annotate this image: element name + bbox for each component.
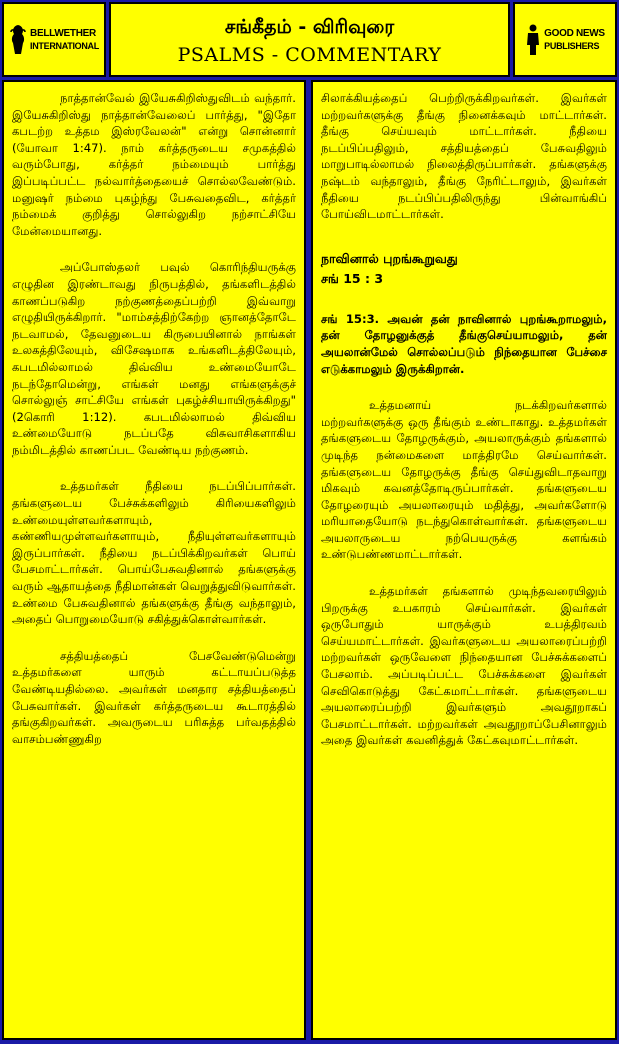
logo-left-line1: BELLWETHER — [30, 27, 96, 39]
page-header — [2, 2, 617, 77]
scripture-reference: சங் 15 : 3 — [321, 270, 384, 286]
bellwether-logo — [2, 2, 106, 77]
logo-right-line2: PUBLISHERS — [544, 40, 600, 51]
paragraph: உத்தமர்கள் தங்களால் முடிந்தவரையிலும் பிறருக்கு உபகாரம் செய்வார்கள். இவர்கள் ஒருபோதும் யாருக்கும் உபத்திரவம் செய்யமாட்டார்கள். இவர்களுடைய அயலாரைப்பற்றி மற்றவர்கள் ஒருவேளை நிந்தையான பேச்சுக்களைப் பேசலாம். அப்படிப்பட்ட பேச்சுக்களை இவர்கள் செவிகொடுத்து கேட்கமாட்டார்கள். தங்களுடைய அயலாரைப்பற்றி இவர்களும் அவதூறாகப் பேசமாட்டார்கள். மற்றவர்கள் அவதூறாப்பேசினாலும் அதை இவர்கள் கவனித்துக் கேட்கவுமாட்டார்கள். — [321, 584, 607, 748]
good-news-logo — [513, 2, 617, 77]
title-tamil: சங்கீதம் - விரிவுரை — [224, 15, 395, 38]
paragraph: உத்தமனாய் நடக்கிறவர்களால் மற்றவர்களுக்கு ஒரு தீங்கும் உண்டாகாது. உத்தமர்கள் தங்களுடைய தோழருக்கும், அயலாருக்கும் தங்களால் முடிந்த நன்மைகளை மாத்திரமே செய்வார்கள். தங்களுடைய தோழருக்கு தீங்கு செய்துவிடாதவாறு மிகவும் கவனத்தோடிருப்பார்கள். தங்களுடைய தோழரையும் அயலாரையும் மதித்து, அவர்களோடு மரியாதையோடு நடந்துகொள்வார்கள். தங்களுடைய அயலாருடைய நற்பெயருக்கு களங்கம் உண்டுபண்ணமாட்டார்கள். — [321, 398, 607, 562]
paragraph: அப்போஸ்தலர் பவுல் கொரிந்தியருக்கு எழுதின இரண்டாவது நிருபத்தில், தங்களிடத்தில் காணப்படுகிற நற்குணத்தைப்பற்றி இவ்வாறு எழுதியிருக்கிறார். "மாம்சத்திற்கேற்ற ஞானத்தோடே நடவாமல், தேவனுடைய கிருபையினால் நாங்கள் உலகத்திலேயும், விசேஷமாக உங்களிடத்திலேயும், கபடமில்லாமல் திவ்விய உண்மையோடே நடந்தோமென்று, எங்கள் மனது எங்களுக்குச் சொல்லுஞ் சாட்சியே எங்கள் புகழ்ச்சியாயிருக்கிறது" (2கொரி 1:12). கபடமில்லாமல் திவ்விய உண்மையோடு நடப்பதே விசுவாசிகளாகிய நம்மிடத்தில் காணப்பட வேண்டிய நற்குணம். — [12, 260, 296, 457]
left-column — [2, 80, 306, 1040]
logo-left-line2: INTERNATIONAL — [30, 40, 99, 51]
paragraph-continuation: சிலாக்கியத்தைப் பெற்றிருக்கிறவர்கள். இவர்கள் மற்றவர்களுக்கு தீங்கு நினைக்கவும் மாட்டார்கள். தீங்கு செய்யவும் மாட்டார்கள். நீதியை நடப்பிப்பதிலும், சத்தியத்தைப் பேசுவதிலும் மாறுபாடில்லாமல் நிலைத்திருப்பார்கள். தங்களுக்கு நஷ்டம் வந்தாலும், தீங்கு நேரிட்டாலும், இவர்கள் நீதியை நடப்பிப்பதிலிருந்து பின்வாங்கிப் போய்விடமாட்டார்கள். — [321, 91, 607, 222]
right-column — [311, 80, 617, 1040]
good-news-figure-icon — [525, 23, 541, 57]
section-heading: நாவினால் புறங்கூறுவது — [321, 250, 458, 266]
title-english: PSALMS - COMMENTARY — [177, 43, 442, 66]
logo-right-line1: GOOD NEWS — [544, 27, 605, 39]
title-box — [109, 2, 510, 77]
verse-text: சங் 15:3. அவன் தன் நாவினால் புறங்கூறாமலும், தன் தோழனுக்குத் தீங்குசெய்யாமலும், தன் அயலான்மேல் சொல்லப்படும் நிந்தையான பேச்சை எடுக்காமலும் இருக்கிறான். — [321, 311, 607, 376]
paragraph: சத்தியத்தைப் பேசவேண்டுமென்று உத்தமர்களை யாரும் கட்டாயப்படுத்த வேண்டியதில்லை. அவர்கள் மனதார சத்தியத்தைப் பேசுவார்கள். இவர்கள் கர்த்தருடைய கூடாரத்தில் தங்குகிறவர்கள். அவருடைய பரிசுத்த பர்வதத்தில் வாசம்பண்ணுகிற — [12, 648, 296, 746]
bellwether-ram-icon — [9, 23, 27, 57]
paragraph: நாத்தான்வேல் இயேசுகிறிஸ்துவிடம் வந்தார். இயேசுகிறிஸ்து நாத்தான்வேலைப் பார்த்து, "இதோ கபடற்ற உத்தம இஸ்ரவேலன்" என்று சொன்னார் (யோவா 1:47). நாம் கர்த்தருடைய சமுகத்தில் வரும்போது, கர்த்தர் நம்மையும் பார்த்து இப்படிப்பட்ட நல்வார்த்தையைச் சொல்லவேண்டும். மனுஷர் நம்மை புகழ்ந்து பேசுவதைவிட, கர்த்தர் நம்மைக் குறித்து சொல்லுகிற நற்சாட்சியே மேன்மையானது. — [12, 91, 296, 238]
paragraph: உத்தமர்கள் நீதியை நடப்பிப்பார்கள். தங்களுடைய பேச்சுக்களிலும் கிரியைகளிலும் உண்மையுள்ளவர்களாயும், கண்ணியமுள்ளவர்களாயும், நீதியுள்ளவர்களாயும் இருப்பார்கள். நீதியை நடப்பிக்கிறவர்கள் பொய் பேசமாட்டார்கள். பொய்பேசுவதினால் தங்களுக்கு வரும் ஆதாயத்தை நீதிமான்கள் வெறுத்துவிடுவார்கள். உண்மை பேசுவதினால் தங்களுக்கு தீங்கு வந்தாலும், அதைப் பொறுமையோடு சகித்துக்கொள்வார்கள். — [12, 479, 296, 627]
